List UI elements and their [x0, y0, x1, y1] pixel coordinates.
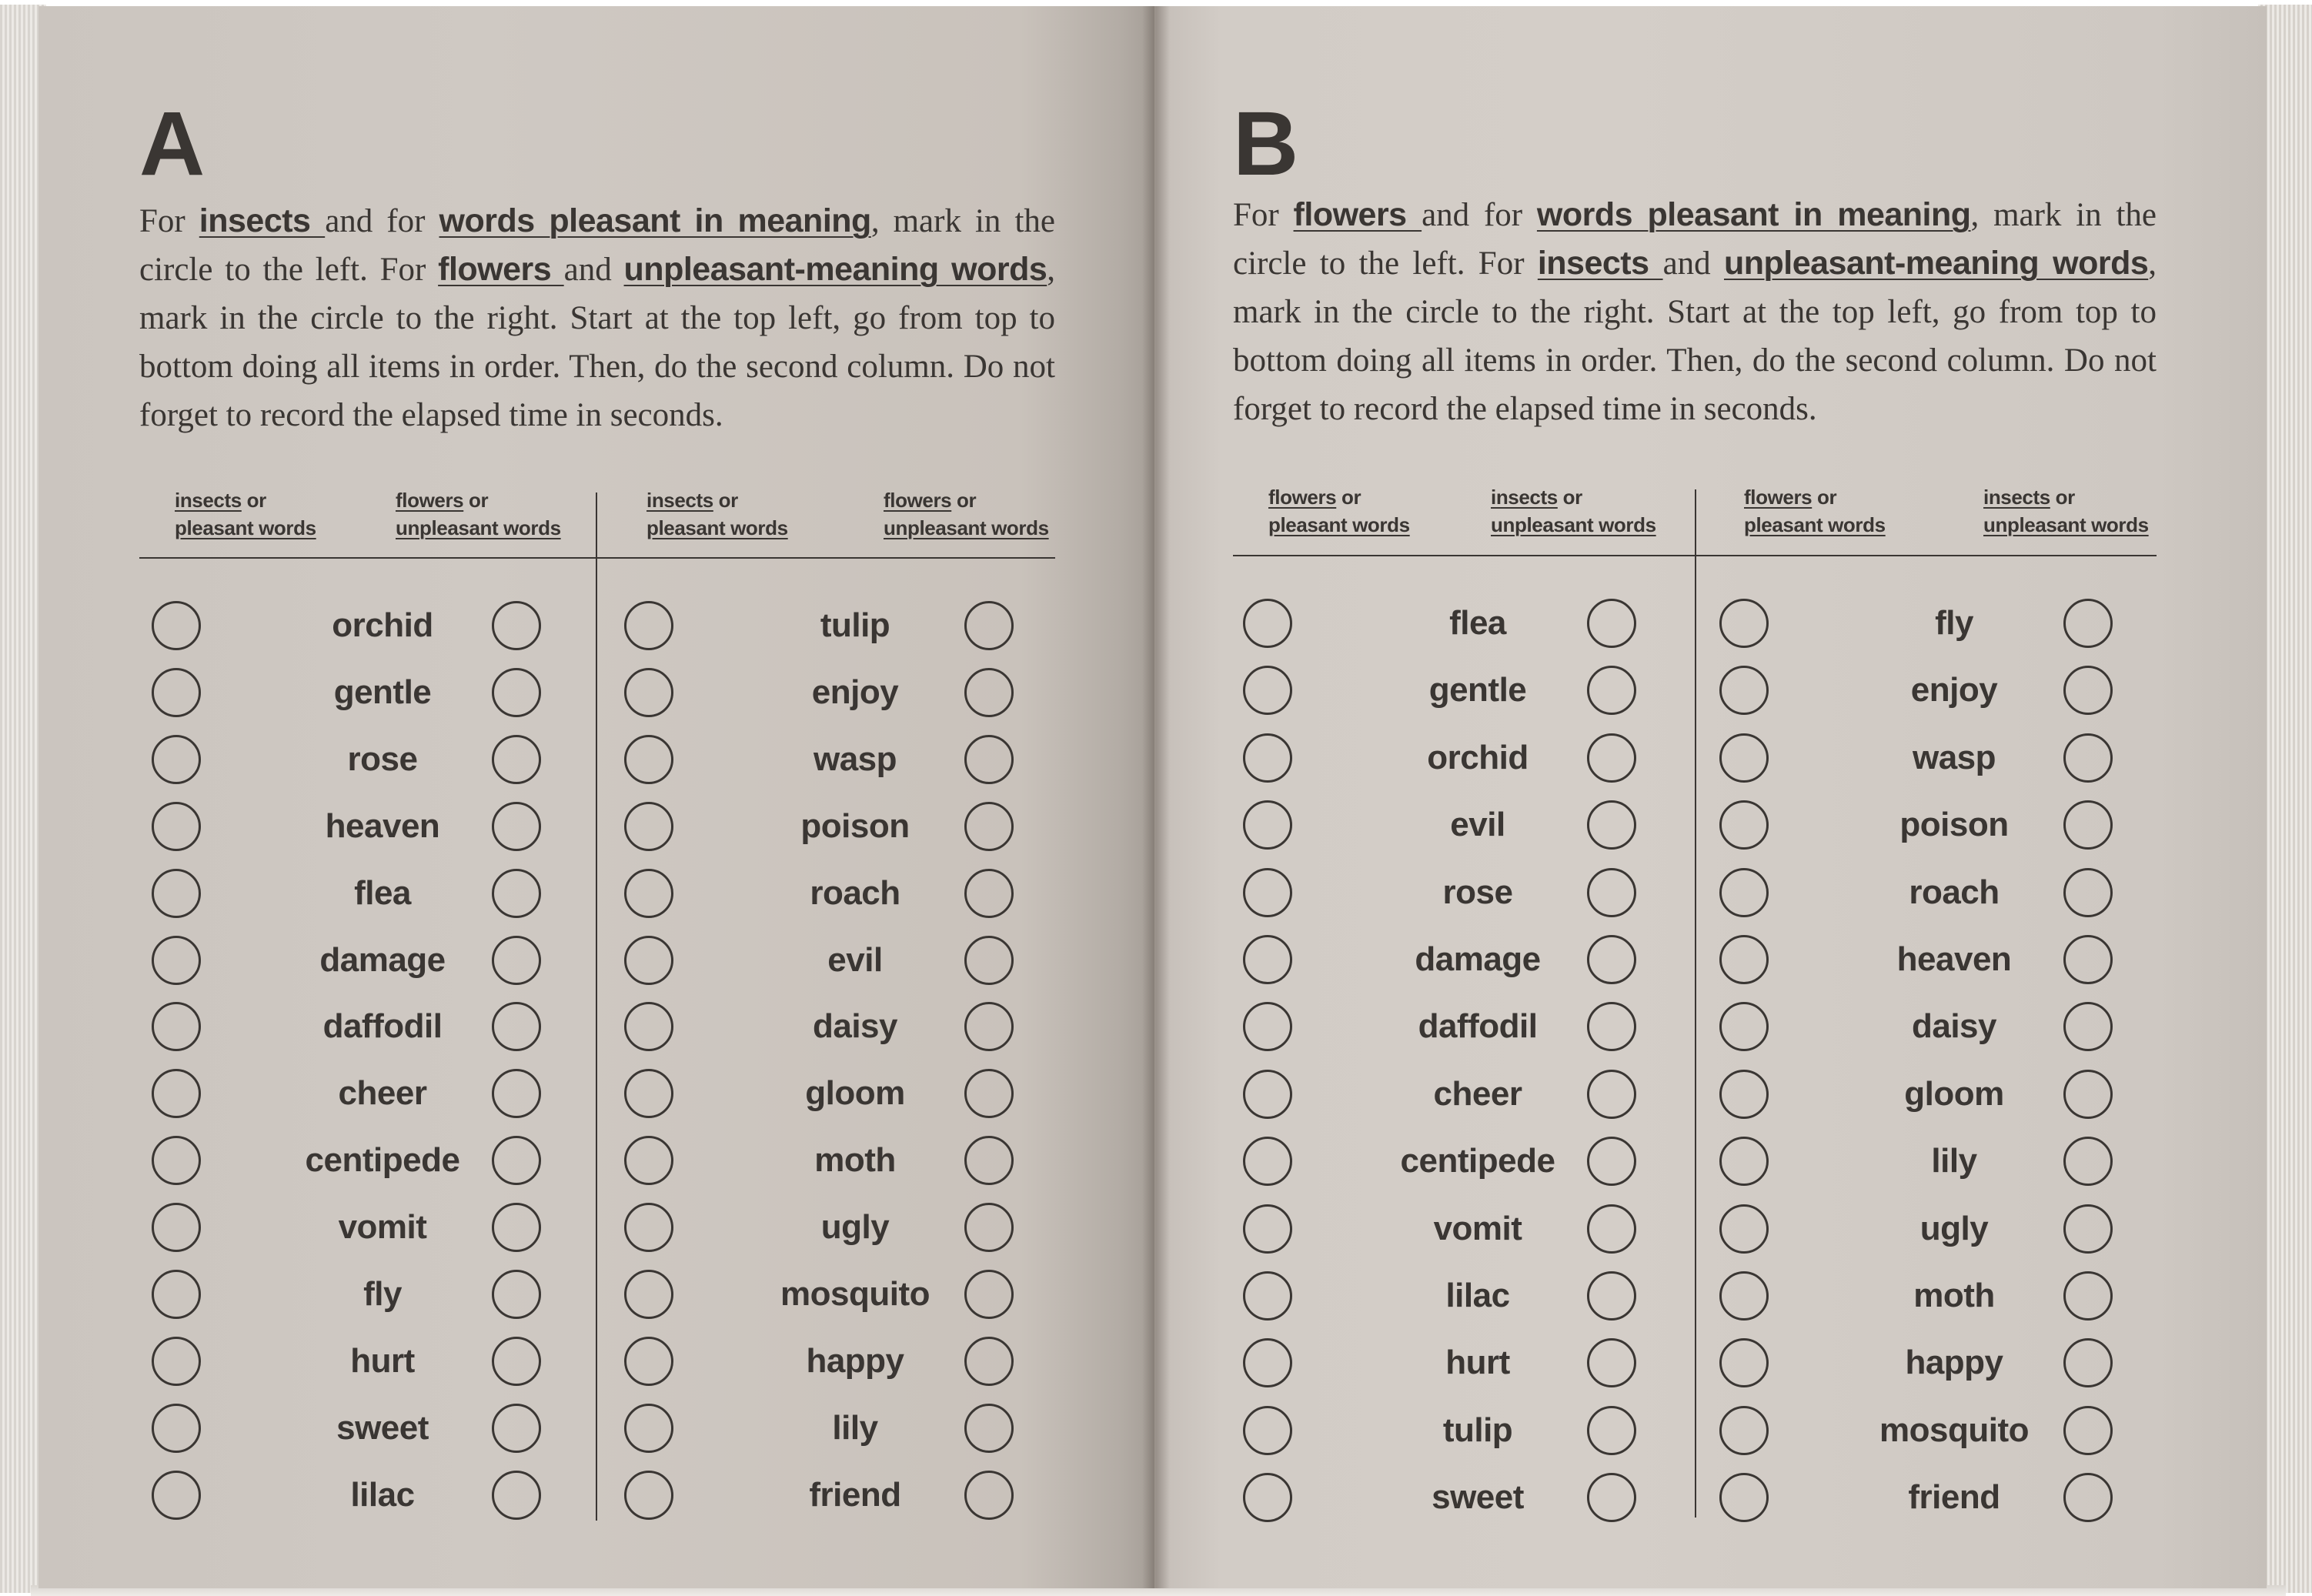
left-response-circle[interactable] — [1243, 599, 1292, 648]
instruction-text: and for — [1422, 197, 1537, 233]
left-response-circle[interactable] — [1243, 1271, 1292, 1321]
stimulus-word: roach — [1909, 873, 2000, 911]
page-letter: B — [1233, 93, 1299, 195]
right-response-circle[interactable] — [2063, 1204, 2113, 1254]
right-response-circle[interactable] — [2063, 800, 2113, 850]
stimulus-word: heaven — [325, 806, 440, 845]
stimulus-word: wasp — [813, 740, 897, 778]
instruction-category: words pleasant in meaning — [439, 202, 871, 239]
word-row — [139, 1203, 1055, 1258]
instruction-text: and — [1662, 245, 1724, 282]
left-response-circle[interactable] — [152, 1471, 201, 1520]
left-response-circle[interactable] — [624, 1203, 673, 1252]
column-header: flowers or unpleasant words — [396, 489, 561, 539]
stimulus-word: mosquito — [1879, 1411, 2029, 1449]
left-response-circle[interactable] — [624, 668, 673, 717]
word-row — [139, 1471, 1055, 1526]
stimulus-word: friend — [809, 1475, 901, 1514]
right-response-circle[interactable] — [492, 1136, 541, 1185]
column-header: flowers or pleasant words — [1268, 486, 1410, 536]
stimulus-word: wasp — [1912, 738, 1996, 776]
stimulus-word: hurt — [350, 1341, 415, 1380]
stimulus-word: sweet — [336, 1408, 429, 1447]
right-response-circle[interactable] — [2063, 1137, 2113, 1186]
stimulus-word: vomit — [1433, 1209, 1522, 1247]
stimulus-word: tulip — [1442, 1411, 1513, 1449]
instruction-text: , mark in the circle to the right. Start at the top left, go from top to bottom doing all items in order. Then, do the second column. Do not forget to record the elapsed time in seconds. — [1233, 245, 2157, 427]
right-response-circle[interactable] — [964, 1002, 1014, 1051]
word-row — [139, 1337, 1055, 1392]
word-row — [1233, 1070, 2157, 1125]
right-response-circle[interactable] — [1587, 1406, 1636, 1455]
word-row — [139, 601, 1055, 656]
stimulus-word: fly — [363, 1275, 402, 1313]
right-response-circle[interactable] — [1587, 599, 1636, 648]
left-response-circle[interactable] — [624, 802, 673, 851]
word-row — [1233, 800, 2157, 856]
left-response-circle[interactable] — [1243, 666, 1292, 715]
right-response-circle[interactable] — [2063, 1406, 2113, 1455]
right-response-circle[interactable] — [2063, 1070, 2113, 1119]
right-response-circle[interactable] — [492, 1404, 541, 1453]
left-response-circle[interactable] — [624, 601, 673, 650]
left-response-circle[interactable] — [152, 1337, 201, 1386]
left-response-circle[interactable] — [624, 1002, 673, 1051]
left-response-circle[interactable] — [1243, 800, 1292, 850]
stimulus-word: happy — [1905, 1344, 2003, 1382]
page-letter: A — [139, 93, 205, 195]
stimulus-word: flea — [354, 873, 411, 912]
stimulus-word: lilac — [350, 1475, 415, 1514]
right-response-circle[interactable] — [2063, 1473, 2113, 1522]
page-b — [1154, 6, 2267, 1588]
stimulus-word: flea — [1449, 604, 1506, 642]
column-header: insects or unpleasant words — [1983, 486, 2149, 536]
instruction-category: unpleasant-meaning words — [623, 251, 1047, 288]
left-response-circle[interactable] — [1719, 599, 1769, 648]
instruction-text: and for — [325, 203, 439, 239]
header-divider — [139, 557, 1055, 559]
instructions — [1233, 191, 2157, 433]
stimulus-word: orchid — [1427, 738, 1529, 776]
left-response-circle[interactable] — [1719, 1338, 1769, 1387]
left-response-circle[interactable] — [152, 936, 201, 985]
right-response-circle[interactable] — [2063, 599, 2113, 648]
word-row — [139, 735, 1055, 790]
left-response-circle[interactable] — [152, 869, 201, 918]
word-row — [1233, 1406, 2157, 1461]
right-response-circle[interactable] — [964, 735, 1014, 784]
left-response-circle[interactable] — [624, 1337, 673, 1386]
right-response-circle[interactable] — [1587, 1070, 1636, 1119]
left-response-circle[interactable] — [1719, 666, 1769, 715]
left-response-circle[interactable] — [1719, 1204, 1769, 1254]
right-response-circle[interactable] — [964, 1337, 1014, 1386]
instruction-category: insects — [199, 202, 326, 239]
stimulus-word: damage — [1415, 940, 1541, 978]
right-response-circle[interactable] — [2063, 1002, 2113, 1051]
instruction-category: words pleasant in meaning — [1536, 196, 1971, 233]
word-row — [139, 802, 1055, 857]
left-response-circle[interactable] — [1243, 1406, 1292, 1455]
right-response-circle[interactable] — [2063, 1338, 2113, 1387]
stimulus-word: evil — [1450, 806, 1505, 844]
left-response-circle[interactable] — [152, 1270, 201, 1319]
left-response-circle[interactable] — [152, 1069, 201, 1118]
left-response-circle[interactable] — [1719, 733, 1769, 783]
left-response-circle[interactable] — [1243, 1070, 1292, 1119]
stimulus-word: ugly — [1919, 1209, 1989, 1247]
right-response-circle[interactable] — [492, 1002, 541, 1051]
stimulus-word: evil — [827, 940, 883, 979]
right-response-circle[interactable] — [492, 869, 541, 918]
left-response-circle[interactable] — [624, 735, 673, 784]
word-row — [139, 1404, 1055, 1459]
left-response-circle[interactable] — [152, 1203, 201, 1252]
stimulus-word: hurt — [1445, 1344, 1510, 1382]
word-row — [1233, 733, 2157, 789]
word-row — [1233, 1137, 2157, 1192]
word-row — [139, 1069, 1055, 1124]
left-response-circle[interactable] — [1719, 1070, 1769, 1119]
word-row — [1233, 1002, 2157, 1057]
right-response-circle[interactable] — [2063, 935, 2113, 984]
right-response-circle[interactable] — [1587, 1204, 1636, 1254]
stimulus-word: poison — [800, 806, 910, 845]
right-response-circle[interactable] — [964, 668, 1014, 717]
word-row — [139, 1136, 1055, 1191]
stimulus-word: poison — [1899, 806, 2009, 844]
column-header: insects or pleasant words — [175, 489, 316, 539]
left-response-circle[interactable] — [152, 735, 201, 784]
word-row — [1233, 666, 2157, 721]
stimulus-word: daffodil — [322, 1007, 443, 1046]
right-response-circle[interactable] — [2063, 666, 2113, 715]
right-response-circle[interactable] — [1587, 733, 1636, 783]
page-a — [38, 6, 1154, 1588]
instruction-text: , mark in the circle to the left. For — [139, 203, 1055, 288]
instruction-category: unpleasant-meaning words — [1723, 245, 2149, 282]
right-response-circle[interactable] — [964, 1136, 1014, 1185]
left-response-circle[interactable] — [1243, 1137, 1292, 1186]
right-response-circle[interactable] — [492, 735, 541, 784]
stimulus-word: heaven — [1896, 940, 2012, 978]
instruction-category: flowers — [1293, 196, 1422, 233]
word-row — [139, 869, 1055, 924]
right-response-circle[interactable] — [1587, 666, 1636, 715]
right-response-circle[interactable] — [964, 936, 1014, 985]
right-response-circle[interactable] — [492, 1069, 541, 1118]
word-row — [139, 1002, 1055, 1057]
stimulus-word: lilac — [1445, 1277, 1510, 1314]
left-response-circle[interactable] — [1243, 935, 1292, 984]
left-response-circle[interactable] — [1719, 1271, 1769, 1321]
word-row — [1233, 935, 2157, 990]
stimulus-word: rose — [1442, 873, 1513, 911]
left-response-circle[interactable] — [1719, 1137, 1769, 1186]
column-headers — [139, 486, 1055, 556]
stimulus-word: friend — [1908, 1478, 2000, 1517]
stimulus-word: gloom — [1904, 1074, 2004, 1113]
left-response-circle[interactable] — [152, 1136, 201, 1185]
right-response-circle[interactable] — [492, 1270, 541, 1319]
stimulus-word: damage — [319, 940, 446, 979]
right-response-circle[interactable] — [964, 1069, 1014, 1118]
right-response-circle[interactable] — [1587, 1002, 1636, 1051]
right-response-circle[interactable] — [492, 1471, 541, 1520]
instructions — [139, 197, 1055, 439]
stimulus-word: roach — [810, 873, 900, 912]
stimulus-word: centipede — [305, 1141, 460, 1180]
word-row — [139, 1270, 1055, 1325]
right-response-circle[interactable] — [1587, 800, 1636, 850]
left-response-circle[interactable] — [152, 1002, 201, 1051]
right-response-circle[interactable] — [492, 802, 541, 851]
column-header: insects or unpleasant words — [1491, 486, 1656, 536]
right-response-circle[interactable] — [2063, 733, 2113, 783]
column-header: flowers or unpleasant words — [884, 489, 1049, 539]
word-row — [139, 668, 1055, 723]
right-response-circle[interactable] — [2063, 1271, 2113, 1321]
stimulus-word: enjoy — [1910, 671, 1998, 710]
right-response-circle[interactable] — [964, 1270, 1014, 1319]
stimulus-word: rose — [347, 740, 418, 778]
stimulus-word: ugly — [820, 1208, 890, 1247]
column-header: flowers or pleasant words — [1744, 486, 1886, 536]
stimulus-word: cheer — [338, 1074, 427, 1113]
word-row — [1233, 1473, 2157, 1528]
stimulus-word: sweet — [1432, 1478, 1524, 1517]
word-row — [1233, 868, 2157, 923]
word-row — [1233, 1271, 2157, 1327]
left-response-circle[interactable] — [624, 936, 673, 985]
instruction-category: insects — [1537, 245, 1663, 282]
right-response-circle[interactable] — [964, 802, 1014, 851]
right-response-circle[interactable] — [1587, 1271, 1636, 1321]
left-response-circle[interactable] — [1719, 868, 1769, 917]
left-response-circle[interactable] — [624, 1069, 673, 1118]
stimulus-word: enjoy — [811, 673, 899, 711]
left-response-circle[interactable] — [152, 601, 201, 650]
left-response-circle[interactable] — [1719, 1473, 1769, 1522]
stimulus-word: tulip — [820, 606, 890, 644]
stimulus-word: orchid — [332, 606, 433, 644]
stimulus-word: fly — [1935, 604, 1973, 642]
word-row — [1233, 599, 2157, 654]
right-response-circle[interactable] — [492, 668, 541, 717]
stimulus-word: daisy — [1911, 1007, 1996, 1046]
stimulus-word: lily — [832, 1408, 878, 1447]
word-row — [139, 936, 1055, 991]
left-response-circle[interactable] — [624, 1404, 673, 1453]
right-response-circle[interactable] — [492, 936, 541, 985]
stimulus-word: lily — [1931, 1142, 1977, 1180]
stimulus-word: centipede — [1400, 1142, 1555, 1180]
word-row — [1233, 1338, 2157, 1394]
right-response-circle[interactable] — [964, 869, 1014, 918]
left-response-circle[interactable] — [624, 1471, 673, 1520]
word-row — [1233, 1204, 2157, 1260]
instruction-category: flowers — [438, 251, 564, 288]
left-response-circle[interactable] — [624, 869, 673, 918]
left-response-circle[interactable] — [1719, 935, 1769, 984]
right-response-circle[interactable] — [492, 1203, 541, 1252]
stimulus-word: daffodil — [1418, 1007, 1538, 1046]
right-response-circle[interactable] — [1587, 935, 1636, 984]
right-response-circle[interactable] — [964, 1404, 1014, 1453]
left-response-circle[interactable] — [624, 1136, 673, 1185]
instruction-text: For — [139, 203, 199, 239]
left-response-circle[interactable] — [1719, 1002, 1769, 1051]
right-response-circle[interactable] — [2063, 868, 2113, 917]
stimulus-word: cheer — [1433, 1074, 1522, 1113]
right-response-circle[interactable] — [1587, 868, 1636, 917]
left-response-circle[interactable] — [152, 802, 201, 851]
stimulus-word: moth — [814, 1141, 896, 1180]
instruction-text: For — [1233, 197, 1294, 233]
right-response-circle[interactable] — [492, 1337, 541, 1386]
left-response-circle[interactable] — [1243, 1002, 1292, 1051]
stimulus-word: mosquito — [780, 1275, 930, 1313]
right-response-circle[interactable] — [1587, 1473, 1636, 1522]
right-response-circle[interactable] — [964, 1203, 1014, 1252]
stimulus-word: gentle — [1428, 671, 1527, 710]
book-gutter — [1142, 6, 1170, 1588]
right-response-circle[interactable] — [1587, 1137, 1636, 1186]
left-response-circle[interactable] — [624, 1270, 673, 1319]
left-response-circle[interactable] — [1243, 868, 1292, 917]
right-response-circle[interactable] — [1587, 1338, 1636, 1387]
left-response-circle[interactable] — [1719, 800, 1769, 850]
left-response-circle[interactable] — [152, 668, 201, 717]
left-response-circle[interactable] — [152, 1404, 201, 1453]
stimulus-word: happy — [806, 1341, 904, 1380]
left-response-circle[interactable] — [1243, 1338, 1292, 1387]
stimulus-word: vomit — [338, 1208, 427, 1247]
stimulus-word: gloom — [805, 1074, 905, 1113]
left-response-circle[interactable] — [1243, 733, 1292, 783]
instruction-text: , mark in the circle to the left. For — [1233, 197, 2157, 282]
stimulus-word: moth — [1913, 1277, 1995, 1314]
left-response-circle[interactable] — [1243, 1473, 1292, 1522]
left-response-circle[interactable] — [1243, 1204, 1292, 1254]
right-response-circle[interactable] — [964, 601, 1014, 650]
instruction-text: , mark in the circle to the right. Start at the top left, go from top to bottom doing all items in order. Then, do the second column. Do not forget to record the elapsed time in seconds. — [139, 252, 1055, 433]
stimulus-word: gentle — [333, 673, 432, 711]
instruction-text: and — [563, 252, 624, 288]
right-response-circle[interactable] — [492, 601, 541, 650]
column-header: insects or pleasant words — [646, 489, 788, 539]
right-response-circle[interactable] — [964, 1471, 1014, 1520]
stimulus-word: daisy — [812, 1007, 897, 1046]
left-response-circle[interactable] — [1719, 1406, 1769, 1455]
